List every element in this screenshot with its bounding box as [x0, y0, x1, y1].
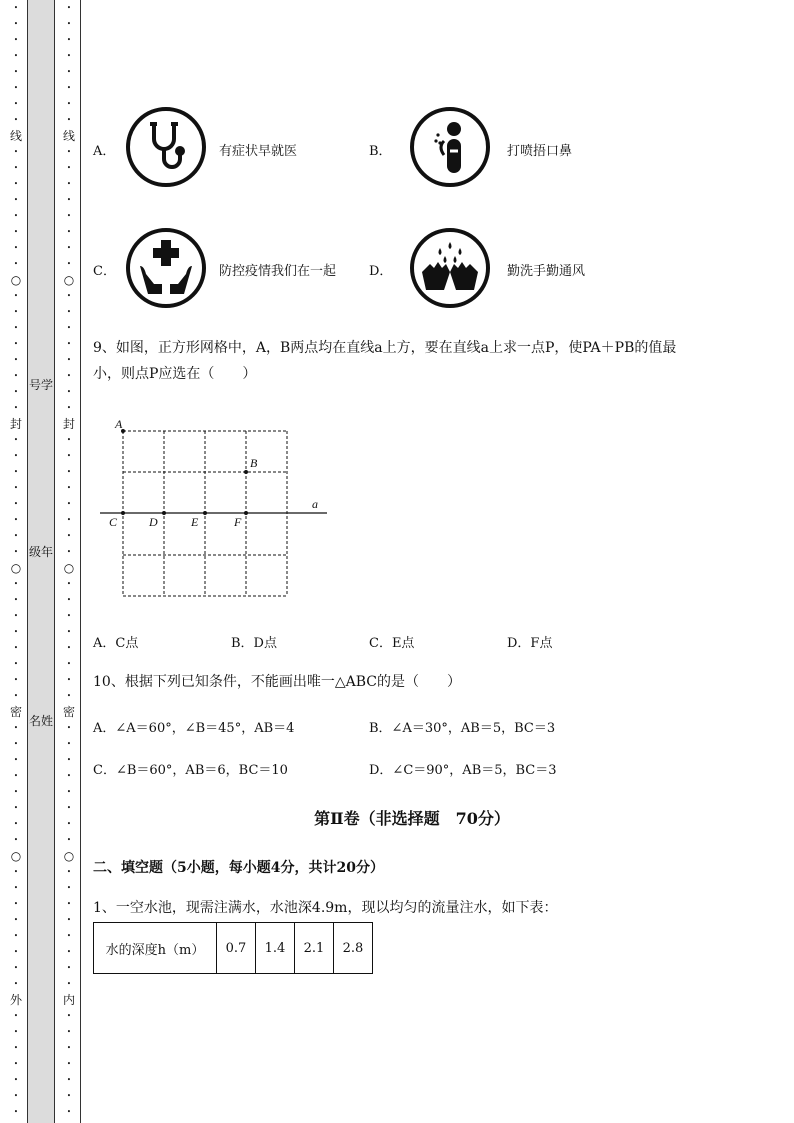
margin-dot: • — [66, 612, 72, 620]
margin-dot: • — [13, 532, 19, 540]
margin-dot: • — [66, 452, 72, 460]
q9-option-b: B．D点 — [231, 636, 277, 651]
q9-option-a: A．C点 — [93, 636, 139, 651]
hands-medical-cross-icon — [126, 228, 206, 308]
right-dot-column — [62, 0, 76, 1123]
class-label: 级年 — [28, 545, 53, 559]
margin-label: 外 — [9, 993, 22, 1007]
margin-dot: • — [13, 148, 19, 156]
margin-rule — [80, 0, 81, 1123]
q8-option-a-letter: A． — [93, 144, 116, 159]
margin-ring: ○ — [63, 849, 75, 863]
margin-dot: • — [13, 388, 19, 396]
q10-stem: 10、根据下列已知条件，不能画出唯一△ABC的是（ ） — [93, 674, 461, 690]
margin-dot: • — [66, 948, 72, 956]
margin-dot: • — [66, 100, 72, 108]
margin-dot: • — [13, 964, 19, 972]
section2-heading: 二、填空题（5小题，每小题4分，共计20分） — [93, 860, 384, 876]
margin-label: 线 — [62, 129, 75, 143]
margin-dot: • — [13, 740, 19, 748]
margin-dot: • — [66, 756, 72, 764]
margin-dot: • — [66, 404, 72, 412]
part2-title: 第Ⅱ卷（非选择题 70分） — [314, 809, 510, 828]
margin-dot: • — [13, 724, 19, 732]
margin-dot: • — [66, 580, 72, 588]
margin-dot: • — [13, 100, 19, 108]
margin-dot: • — [66, 1108, 72, 1116]
label-b: B — [250, 456, 258, 470]
margin-dot: • — [66, 900, 72, 908]
margin-dot: • — [13, 980, 19, 988]
margin-dot: • — [13, 1012, 19, 1020]
q8-option-c-letter: C． — [93, 264, 116, 279]
cover-sneeze-icon — [410, 107, 490, 187]
margin-dot: • — [13, 324, 19, 332]
margin-label: 封 — [9, 417, 22, 431]
margin-dot: • — [66, 884, 72, 892]
margin-dot: • — [66, 180, 72, 188]
margin-dot: • — [13, 116, 19, 124]
margin-dot: • — [66, 628, 72, 636]
margin-dot: • — [13, 260, 19, 268]
margin-dot: • — [66, 1044, 72, 1052]
margin-dot: • — [13, 1108, 19, 1116]
margin-dot: • — [66, 292, 72, 300]
margin-dot: • — [13, 36, 19, 44]
margin-dot: • — [13, 436, 19, 444]
margin-dot: • — [66, 484, 72, 492]
margin-dot: • — [13, 356, 19, 364]
point-b — [244, 470, 248, 474]
margin-dot: • — [66, 116, 72, 124]
margin-dot: • — [66, 52, 72, 60]
margin-dot: • — [66, 980, 72, 988]
label-a: A — [115, 417, 123, 431]
margin-dot: • — [13, 164, 19, 172]
margin-dot: • — [66, 548, 72, 556]
margin-dot: • — [66, 500, 72, 508]
margin-dot: • — [66, 660, 72, 668]
margin-dot: • — [13, 196, 19, 204]
margin-dot: • — [13, 68, 19, 76]
margin-dot: • — [13, 404, 19, 412]
margin-dot: • — [66, 868, 72, 876]
margin-dot: • — [66, 4, 72, 12]
margin-dot: • — [13, 948, 19, 956]
margin-dot: • — [66, 724, 72, 732]
margin-dot: • — [13, 452, 19, 460]
margin-dot: • — [13, 4, 19, 12]
margin-dot: • — [66, 964, 72, 972]
margin-dot: • — [66, 308, 72, 316]
table-cell: 1.4 — [256, 923, 295, 974]
margin-dot: • — [13, 500, 19, 508]
name-label: 名姓 — [28, 714, 53, 728]
stethoscope-icon — [126, 107, 206, 187]
margin-dot: • — [13, 836, 19, 844]
margin-dot: • — [66, 596, 72, 604]
label-c: C — [109, 515, 118, 529]
margin-dot: • — [66, 788, 72, 796]
margin-ring: ○ — [10, 849, 22, 863]
margin-dot: • — [66, 932, 72, 940]
margin-dot: • — [13, 212, 19, 220]
margin-dot: • — [66, 1060, 72, 1068]
margin-dot: • — [66, 356, 72, 364]
margin-dot: • — [66, 1012, 72, 1020]
margin-dot: • — [13, 772, 19, 780]
margin-dot: • — [13, 900, 19, 908]
label-f: F — [234, 515, 242, 529]
margin-dot: • — [13, 660, 19, 668]
margin-dot: • — [13, 20, 19, 28]
q8-option-b-text: 打喷捂口鼻 — [507, 144, 573, 159]
table-row — [94, 923, 373, 974]
point-d — [162, 511, 166, 515]
margin-dot: • — [66, 532, 72, 540]
q10-option-d: D．∠C＝90°，AB＝5，BC＝3 — [369, 763, 557, 778]
margin-dot: • — [66, 244, 72, 252]
margin-label: 封 — [62, 417, 75, 431]
student-id-label: 号学 — [28, 378, 53, 392]
margin-dot: • — [66, 820, 72, 828]
margin-dot: • — [13, 484, 19, 492]
label-d: D — [149, 515, 158, 529]
margin-dot: • — [66, 388, 72, 396]
margin-dot: • — [66, 20, 72, 28]
margin-dot: • — [13, 1044, 19, 1052]
q9-stem-line2: 小，则点P应选在（ ） — [93, 366, 257, 382]
margin-dot: • — [13, 932, 19, 940]
margin-dot: • — [13, 228, 19, 236]
margin-dot: • — [66, 1076, 72, 1084]
q8-option-b-letter: B． — [369, 144, 392, 159]
margin-dot: • — [66, 196, 72, 204]
margin-dot: • — [13, 804, 19, 812]
margin-label: 内 — [62, 993, 75, 1007]
q8-option-a-text: 有症状早就医 — [219, 144, 298, 159]
binding-strip — [27, 0, 55, 1123]
point-e — [203, 511, 207, 515]
margin-label: 线 — [9, 129, 22, 143]
point-f — [244, 511, 248, 515]
margin-dot: • — [66, 84, 72, 92]
margin-dot: • — [13, 596, 19, 604]
margin-dot: • — [13, 1028, 19, 1036]
margin-dot: • — [13, 84, 19, 92]
margin-dot: • — [66, 68, 72, 76]
fill1-stem: 1、一空水池，现需注满水，水池深4.9m，现以均匀的流量注水，如下表： — [93, 900, 558, 916]
margin-dot: • — [66, 916, 72, 924]
q9-option-d: D．F点 — [507, 636, 553, 651]
hand-washing-icon — [410, 228, 490, 308]
q8-option-d-text: 勤洗手勤通风 — [507, 264, 586, 279]
margin-ring: ○ — [10, 561, 22, 575]
left-dot-column — [9, 0, 23, 1123]
point-c — [121, 511, 125, 515]
margin-label: 密 — [62, 705, 75, 719]
q10-option-b: B．∠A＝30°，AB＝5，BC＝3 — [369, 721, 556, 736]
margin-dot: • — [66, 436, 72, 444]
margin-dot: • — [13, 180, 19, 188]
label-e: E — [191, 515, 199, 529]
margin-dot: • — [13, 1092, 19, 1100]
table-header-cell: 水的深度h（m） — [94, 923, 217, 974]
margin-dot: • — [13, 820, 19, 828]
table-cell: 0.7 — [217, 923, 256, 974]
margin-dot: • — [66, 228, 72, 236]
margin-dot: • — [13, 340, 19, 348]
margin-dot: • — [66, 740, 72, 748]
margin-dot: • — [13, 372, 19, 380]
margin-dot: • — [66, 676, 72, 684]
margin-dot: • — [13, 468, 19, 476]
margin-dot: • — [66, 516, 72, 524]
q8-option-d-letter: D． — [369, 264, 393, 279]
margin-dot: • — [13, 292, 19, 300]
margin-dot: • — [66, 1092, 72, 1100]
margin-dot: • — [66, 644, 72, 652]
margin-dot: • — [13, 788, 19, 796]
margin-dot: • — [13, 756, 19, 764]
margin-dot: • — [66, 36, 72, 44]
margin-dot: • — [66, 804, 72, 812]
margin-dot: • — [13, 884, 19, 892]
margin-dot: • — [66, 1028, 72, 1036]
margin-dot: • — [13, 516, 19, 524]
fill1-table — [93, 922, 373, 974]
margin-dot: • — [66, 692, 72, 700]
q10-option-a: A．∠A＝60°，∠B＝45°，AB＝4 — [93, 721, 295, 736]
margin-dot: • — [13, 1076, 19, 1084]
margin-ring: ○ — [63, 273, 75, 287]
margin-dot: • — [66, 260, 72, 268]
margin-dot: • — [66, 164, 72, 172]
margin-dot: • — [13, 916, 19, 924]
margin-dot: • — [13, 612, 19, 620]
margin-dot: • — [66, 340, 72, 348]
margin-dot: • — [66, 324, 72, 332]
margin-dot: • — [66, 148, 72, 156]
margin-dot: • — [66, 468, 72, 476]
q9-stem-line1: 9、如图，正方形网格中，A，B两点均在直线a上方，要在直线a上求一点P，使PA＋PB的值最 — [93, 340, 677, 356]
margin-label: 密 — [9, 705, 22, 719]
margin-dot: • — [13, 308, 19, 316]
margin-dot: • — [13, 676, 19, 684]
margin-dot: • — [66, 212, 72, 220]
margin-dot: • — [66, 372, 72, 380]
margin-dot: • — [13, 868, 19, 876]
table-cell: 2.8 — [334, 923, 373, 974]
q9-option-c: C．E点 — [369, 636, 415, 651]
margin-dot: • — [13, 644, 19, 652]
margin-dot: • — [13, 628, 19, 636]
margin-ring: ○ — [63, 561, 75, 575]
q10-option-c: C．∠B＝60°，AB＝6，BC＝10 — [93, 763, 288, 778]
margin-dot: • — [13, 244, 19, 252]
table-cell: 2.1 — [295, 923, 334, 974]
q8-option-c-text: 防控疫情我们在一起 — [219, 264, 337, 279]
margin-dot: • — [66, 836, 72, 844]
margin-dot: • — [66, 772, 72, 780]
margin-dot: • — [13, 548, 19, 556]
margin-dot: • — [13, 692, 19, 700]
margin-dot: • — [13, 1060, 19, 1068]
margin-dot: • — [13, 580, 19, 588]
margin-dot: • — [13, 52, 19, 60]
margin-ring: ○ — [10, 273, 22, 287]
label-line-a: a — [312, 497, 318, 511]
q9-grid-figure — [95, 410, 335, 605]
